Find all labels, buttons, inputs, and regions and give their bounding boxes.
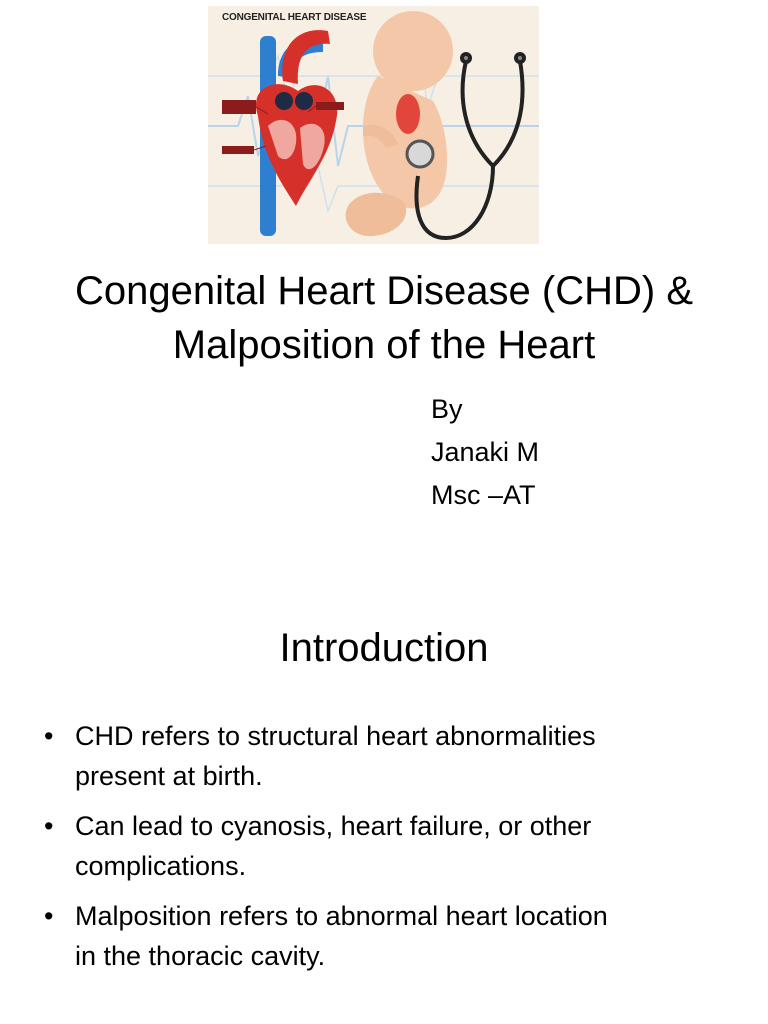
bullet-text-line-2: present at birth. (75, 761, 263, 791)
bullet-text-line-1: CHD refers to structural heart abnormalities (75, 721, 596, 751)
title-line-2: Malposition of the Heart (172, 323, 596, 367)
bullet-item (44, 806, 734, 886)
presentation-title (0, 264, 768, 372)
author-byline (431, 388, 539, 517)
cover-image (208, 6, 539, 244)
bullet-dot-icon: • (44, 901, 54, 931)
introduction-slide (0, 560, 768, 1024)
bullet-text-line-2: in the thoracic cavity. (75, 941, 326, 971)
bullet-dot-icon: • (44, 811, 54, 841)
heart-anatomy-illustration (208, 6, 539, 244)
bullet-text-line-1: Malposition refers to abnormal heart location (75, 901, 608, 931)
slide-heading: Introduction (279, 626, 489, 670)
bullet-text-line-2: complications. (75, 851, 247, 881)
bullet-text-line-1: Can lead to cyanosis, heart failure, or other (75, 811, 592, 841)
bullet-list (44, 716, 734, 986)
bullet-item (44, 896, 734, 976)
baby-illustration (346, 11, 453, 236)
image-title: CONGENITAL HEART DISEASE (222, 12, 367, 23)
byline-by: By (431, 394, 463, 424)
title-line-1: Congenital Heart Disease (CHD) & (74, 269, 693, 313)
byline-author: Janaki M (431, 437, 540, 467)
bullet-dot-icon: • (44, 721, 54, 751)
byline-degree: Msc –AT (431, 480, 536, 510)
bullet-item (44, 716, 734, 796)
